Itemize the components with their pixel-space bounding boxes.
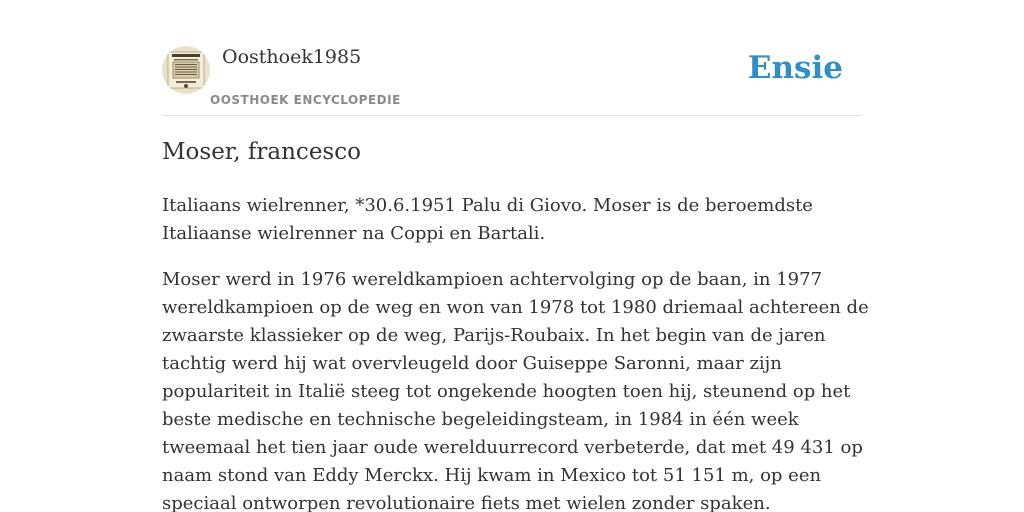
article-paragraph: Moser werd in 1976 wereldkampioen achtervolging op de baan, in 1977 wereldkampioen op de weg en won van 1978 tot 1980 driemaal achtereen de zwaarste klassieker op de weg, Parijs-Roubaix. In het begin van de jaren tachtig werd hij wat overvleugeld door Guiseppe Saronni, maar zijn populariteit in Italië steeg tot ongekende hoogten toen hij, steunend op het beste medische en technische begeleidingsteam, in 1984 in één week tweemaal het tien jaar oude werelduurrecord verbeterde, dat met 49 431 op naam stond van Eddy Merckx. Hij kwam in Mexico tot 51 151 m, op een speciaal ontworpen revolutionaire fiets met wielen zonder spaken. <box>162 269 869 512</box>
article-body <box>162 192 874 512</box>
brand-logo[interactable]: Ensie <box>747 50 843 86</box>
article-paragraph: Italiaans wielrenner, *30.6.1951 Palu di Giovo. Moser is de beroemdste Italiaanse wielrenner na Coppi en Bartali. <box>162 195 813 244</box>
article-title: Moser, francesco <box>162 139 361 165</box>
book-cover-icon <box>162 46 210 94</box>
avatar[interactable] <box>162 46 210 94</box>
author-name[interactable]: Oosthoek1985 <box>222 46 362 68</box>
header <box>162 44 862 116</box>
source-label[interactable]: OOSTHOEK ENCYCLOPEDIE <box>210 93 401 107</box>
